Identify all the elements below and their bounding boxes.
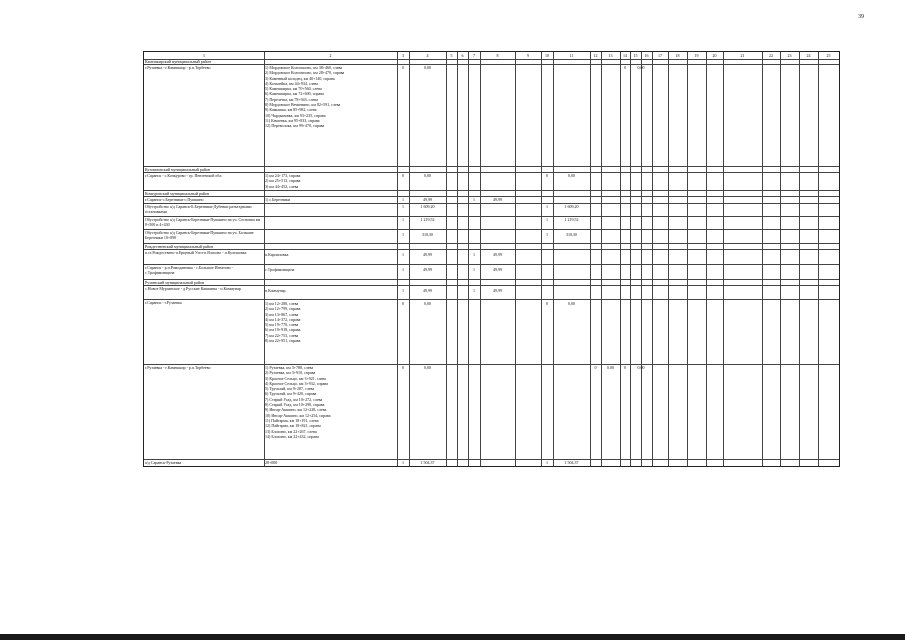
page-number: 39 xyxy=(858,14,864,20)
amount-cell: 0,00 xyxy=(424,173,431,178)
amount-cell: 310,30 xyxy=(566,232,577,237)
amount-cell: 1 219,52 xyxy=(564,217,579,222)
col-header: 2 xyxy=(329,53,332,58)
col-header: 6 xyxy=(461,53,464,58)
count-cell: 1 xyxy=(402,267,404,272)
section-title: Кузоватовский муниципальный район xyxy=(145,167,210,172)
site-list: с.Трофимовщина xyxy=(265,267,295,272)
count-cell: 1 xyxy=(402,217,404,222)
col-header: 3 xyxy=(402,53,404,58)
count-cell: 0 xyxy=(402,173,404,178)
col-header: 18 xyxy=(675,53,680,58)
count-cell: 1 xyxy=(546,204,548,209)
site-list: 1) км 12+280, слева 2) км 12+799, справа 3) км 13+867, слева 4) км 14+372, справа 5) км 19+770, слева 6) км 19+918, справа 7) км 22+753, слева 8) км 22+951, справа xyxy=(265,301,301,344)
count-cell: 0 xyxy=(624,65,626,70)
amount-cell: 49,99 xyxy=(423,288,432,293)
count-cell: 1 xyxy=(473,288,475,293)
count-cell: 1 xyxy=(473,252,475,257)
col-header: 21 xyxy=(740,53,745,58)
col-header: 17 xyxy=(658,53,662,58)
section-title: Камешкирский муниципальный район xyxy=(145,59,211,64)
site-list: 1) км 24+173, справа 2) км 25+513, справа 3) км 44+452, слева xyxy=(265,173,301,189)
section-title: Рузаевский муниципальный район xyxy=(145,280,205,285)
amount-cell: 0,00 xyxy=(424,301,431,306)
col-header: 12 xyxy=(593,53,598,58)
col-header: 7 xyxy=(473,53,475,58)
scan-bottom-edge xyxy=(0,634,905,640)
amount-cell: 49,99 xyxy=(423,252,432,257)
count-cell: 1 xyxy=(546,460,548,465)
amount-cell: 49,99 xyxy=(423,267,432,272)
road-name: г.Рузаевка - г.Камешкир - р.п.Торбеево xyxy=(145,65,211,70)
col-header: 11 xyxy=(569,53,574,58)
col-header: 1 xyxy=(203,53,205,58)
road-name: с.Новое Мурзанское - д.Русские Кашкины - п.Коммунар xyxy=(145,286,241,291)
col-header: 8 xyxy=(496,53,499,58)
amount-cell: 1 504,37 xyxy=(564,460,579,465)
amount-cell: 1 609,20 xyxy=(420,204,435,209)
col-header: 4 xyxy=(426,53,429,58)
col-header: 15 xyxy=(633,53,638,58)
road-name: Обустройство а/д Саранск-Березники-Пушкино на уч. Сосновка км 0+500 и 4+430 xyxy=(145,217,261,228)
count-cell: 1 xyxy=(402,460,404,465)
road-name: п.ст.Рождествено-п.Ерцевый Узел-п.Власово - п.Кулешовка xyxy=(145,250,247,255)
section-title: Рождественский муниципальный район xyxy=(145,244,213,249)
count-cell: 0 xyxy=(594,365,597,370)
data-table xyxy=(143,51,840,467)
count-cell: 0 xyxy=(624,365,626,370)
amount-cell: 49,99 xyxy=(493,267,502,272)
amount-cell: 0,00 xyxy=(637,365,645,370)
col-header: 22 xyxy=(769,53,773,58)
road-name: г.Саранск-с.Березники-с.Пушкино xyxy=(145,197,204,202)
amount-cell: 0,00 xyxy=(424,365,431,370)
count-cell: 0 xyxy=(546,173,548,178)
count-cell: 1 xyxy=(546,217,548,222)
count-cell: 1 xyxy=(402,252,404,257)
count-cell: 1 xyxy=(402,232,404,237)
count-cell: 0 xyxy=(402,65,404,70)
site-list: 1) Мордовское Коломасово, км 38+460, слева 2) Мордовское Коломасово, км 28+470, справа 3) Каменный колодец, км 40+140, справа 4) Кочалейка, км 44+934, слева 5) Камешкирка, км 70+560, слева 6) Камешкирка, км 72+600, справа 7) Перелетка, км 78+943, слева 8) Мордовское Вечкенино, км 82+591, слева 9) Камышка, км 85+982, слева 10) Чардымовка, км 93+235, справа 11) Качаевка, км 95+833, справа 12) Переволока, км 99+470, справа xyxy=(265,65,345,129)
count-cell: 1 xyxy=(473,267,475,272)
count-cell: 0 xyxy=(402,365,404,370)
col-header: 14 xyxy=(623,53,627,58)
road-name: а/д Саранск-Рузаевка xyxy=(145,460,182,465)
amount-cell: 49,99 xyxy=(423,197,432,202)
amount-cell: 1 504,37 xyxy=(420,460,435,465)
count-cell: 0 xyxy=(402,301,404,306)
col-header: 5 xyxy=(450,53,453,58)
road-name: г.Саранск - с.Кочкурово - гр. Пензенской обл. xyxy=(145,173,223,178)
road-name: Обустройство а/д Саранск-Березники-Пушкино на уч. Большие Березники 10+090 xyxy=(145,230,254,241)
count-cell: 1 xyxy=(402,197,404,202)
count-cell: 1 xyxy=(546,232,548,237)
col-header: 25 xyxy=(826,53,831,58)
road-name: г.Саранск - г.Рузаевка xyxy=(145,300,182,305)
amount-cell: 0,00 xyxy=(424,65,431,70)
amount-cell: 310,30 xyxy=(422,232,433,237)
road-name: г.Рузаевка - г.Камешкир - р.п.Торбеево xyxy=(145,365,211,370)
section-title: Кочкуровский муниципальный район xyxy=(145,191,210,196)
amount-cell: 49,99 xyxy=(493,197,502,202)
road-name: Обустройство а/д Саранск-Б.Березники-Дубенки разъездными остановками xyxy=(145,204,252,215)
col-header: 10 xyxy=(545,53,549,58)
amount-cell: 0,00 xyxy=(607,365,614,370)
col-header: 24 xyxy=(806,53,811,58)
site-list: п.Коммунар xyxy=(265,288,286,293)
amount-cell: 49,99 xyxy=(493,288,502,293)
count-cell: 1 xyxy=(402,204,404,209)
count-cell: 1 xyxy=(473,197,475,202)
col-header: 13 xyxy=(608,53,613,58)
site-list: 28+000 xyxy=(265,460,278,465)
amount-cell: 49,99 xyxy=(493,252,502,257)
col-header: 19 xyxy=(694,53,699,58)
amount-cell: 0,00 xyxy=(637,65,645,70)
site-list: 1) Рузаевка, км 3+788, слева 2) Рузаевка, км 3+910, справа 3) Красное Сельцо, км 3+921, слева 4) Красное Сельцо, км 3+932, справа 5) Трускляй, км 9+287, слева 6) Трускляй, км 9+420, справа 7) Старый Усад, км 10+272, слева 8) Старый Усад, км 10+290, справа 9) Инсар-Акшино, км 12+228, слева 10) Инсар-Акшино, км 12+254, справа 11) Пайгарма, км 18+191, слева 12) Пайгарма, км 18+821, справа 13) Блохино, км 22+267, слева 14) Блохино, км 22+432, справа xyxy=(265,365,331,439)
header-row xyxy=(144,52,839,59)
col-header: 9 xyxy=(527,53,529,58)
amount-cell: 0,00 xyxy=(568,301,575,306)
count-cell: 0 xyxy=(546,301,548,306)
road-name: г.Саранск - р.п.Ромодановка - с.Большое Игнатово - с.Трофимовщина xyxy=(145,265,234,276)
col-header: 20 xyxy=(712,53,717,58)
site-list: п.Карпиловка xyxy=(265,252,289,257)
site-list: 1) с.Березники xyxy=(265,197,290,202)
col-header: 23 xyxy=(787,53,792,58)
count-cell: 1 xyxy=(402,288,404,293)
amount-cell: 1 609,20 xyxy=(564,204,579,209)
amount-cell: 1 219,52 xyxy=(420,217,435,222)
amount-cell: 0,00 xyxy=(568,173,575,178)
col-header: 16 xyxy=(644,53,649,58)
